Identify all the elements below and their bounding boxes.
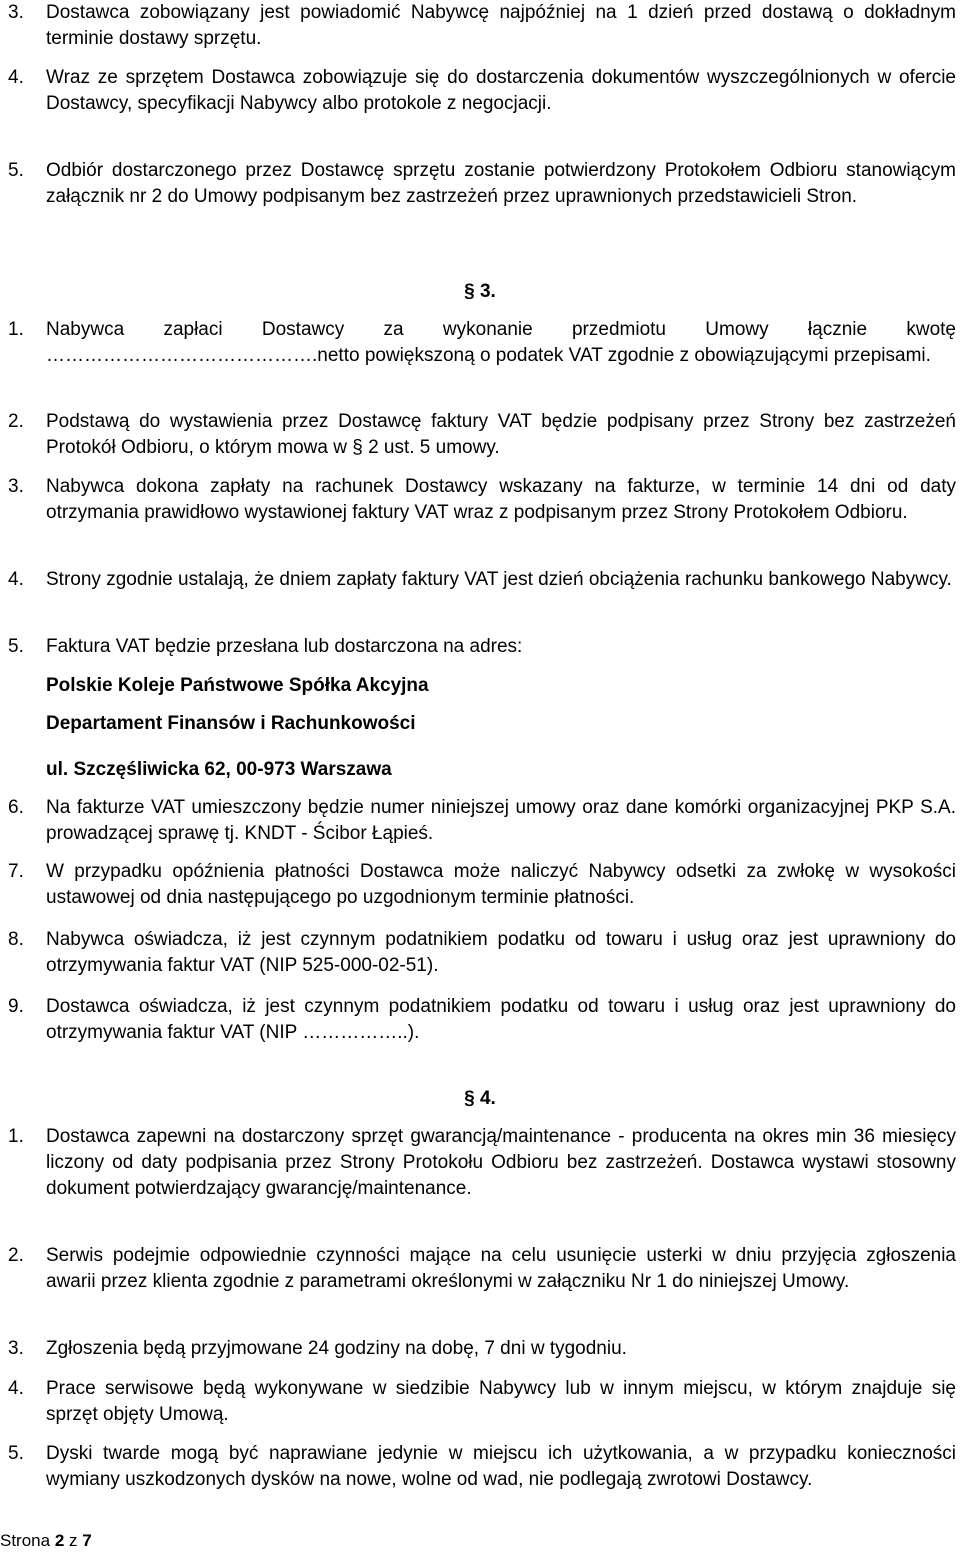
list-item — [8, 1441, 956, 1493]
item-text: W przypadku opóźnienia płatności Dostawca może naliczyć Nabywcy odsetki za zwłokę w wysokości ustawowej od dnia następującego po uzgodnionym terminie płatności. — [46, 861, 956, 908]
list-item — [8, 1376, 956, 1428]
section-heading: § 3. — [464, 281, 496, 302]
item-text: Strony zgodnie ustalają, że dniem zapłaty faktury VAT jest dzień obciążenia rachunku bankowego Nabywcy. — [46, 569, 952, 590]
item-number: 8. — [8, 929, 24, 950]
item-number: 6. — [8, 797, 24, 818]
item-text: Prace serwisowe będą wykonywane w siedzibie Nabywcy lub w innym miejscu, w którym znajduje się sprzęt objęty Umową. — [46, 1378, 956, 1425]
item-number: 7. — [8, 861, 24, 882]
list-item — [8, 994, 956, 1046]
list-item — [8, 1336, 956, 1362]
list-item — [8, 65, 956, 117]
page-footer — [0, 1530, 92, 1552]
item-number: 5. — [8, 1443, 24, 1464]
section-heading: § 4. — [464, 1088, 496, 1109]
list-item — [8, 567, 956, 593]
list-item — [8, 1124, 956, 1202]
address-line: ul. Szczęśliwicka 62, 00-973 Warszawa — [46, 759, 392, 780]
list-item — [8, 317, 956, 369]
item-text: Podstawą do wystawienia przez Dostawcę faktury VAT będzie podpisany przez Strony bez zastrzeżeń Protokół Odbioru, o którym mowa w § 2 ust. 5 umowy. — [46, 411, 956, 458]
item-text: Dyski twarde mogą być naprawiane jedynie w miejscu ich użytkowania, a w przypadku konieczności wymiany uszkodzonych dysków na nowe, wolne od wad, nie podlegają zwrotowi Dostawcy. — [46, 1443, 956, 1490]
list-item — [8, 409, 956, 461]
item-text: Nabywca zapłaci Dostawcy za wykonanie przedmiotu Umowy łącznie kwotę …………………………………….netto powiększoną o podatek VAT zgodnie z obowiązującymi przepisami. — [46, 319, 956, 366]
list-item — [8, 634, 956, 660]
item-number: 9. — [8, 996, 24, 1017]
list-item — [8, 859, 956, 911]
item-text: Wraz ze sprzętem Dostawca zobowiązuje się do dostarczenia dokumentów wyszczególnionych w ofercie Dostawcy, specyfikacji Nabywcy albo protokole z negocjacji. — [46, 67, 956, 114]
item-number: 1. — [8, 319, 24, 340]
list-item — [8, 927, 956, 979]
page-of: z — [69, 1531, 78, 1550]
item-number: 5. — [8, 160, 24, 181]
item-text: Dostawca oświadcza, iż jest czynnym podatnikiem podatku od towaru i usług oraz jest uprawniony do otrzymywania faktur VAT (NIP ……………..). — [46, 996, 956, 1043]
item-text: Odbiór dostarczonego przez Dostawcę sprzętu zostanie potwierdzony Protokołem Odbioru stanowiącym załącznik nr 2 do Umowy podpisanym bez zastrzeżeń przez uprawnionych przedstawicieli Stron. — [46, 160, 956, 207]
item-number: 2. — [8, 411, 24, 432]
item-number: 4. — [8, 1378, 24, 1399]
item-number: 4. — [8, 67, 24, 88]
address-line: Departament Finansów i Rachunkowości — [46, 713, 416, 734]
list-item — [8, 1243, 956, 1295]
item-text: Na fakturze VAT umieszczony będzie numer niniejszej umowy oraz dane komórki organizacyjnej PKP S.A. prowadzącej sprawę tj. KNDT - Ścibor Łąpieś. — [46, 797, 956, 844]
item-number: 5. — [8, 636, 24, 657]
page-total: 7 — [82, 1531, 92, 1550]
item-number: 4. — [8, 569, 24, 590]
list-item — [8, 474, 956, 526]
item-text: Nabywca dokona zapłaty na rachunek Dostawcy wskazany na fakturze, w terminie 14 dni od daty otrzymania prawidłowo wystawionej faktury VAT wraz z podpisanym przez Strony Protokołem Odbioru. — [46, 476, 956, 523]
address-line: Polskie Koleje Państwowe Spółka Akcyjna — [46, 675, 429, 696]
item-text: Dostawca zapewni na dostarczony sprzęt gwarancją/maintenance - producenta na okres min 36 miesięcy liczony od daty podpisania przez Strony Protokołu Odbioru bez zastrzeżeń. Dostawca wystawi stosowny dokument potwierdzający gwarancję/maintenance. — [46, 1126, 956, 1199]
item-number: 3. — [8, 2, 24, 23]
item-number: 3. — [8, 476, 24, 497]
list-item — [8, 0, 956, 52]
item-number: 3. — [8, 1338, 24, 1359]
page-number: 2 — [54, 1531, 65, 1550]
item-text: Nabywca oświadcza, iż jest czynnym podatnikiem podatku od towaru i usług oraz jest uprawniony do otrzymywania faktur VAT (NIP 525-000-02-51). — [46, 929, 956, 976]
item-text: Serwis podejmie odpowiednie czynności mające na celu usunięcie usterki w dniu przyjęcia zgłoszenia awarii przez klienta zgodnie z parametrami określonymi w załączniku Nr 1 do niniejszej Umowy. — [46, 1245, 956, 1292]
item-text: Zgłoszenia będą przyjmowane 24 godziny na dobę, 7 dni w tygodniu. — [46, 1338, 627, 1359]
item-number: 2. — [8, 1245, 24, 1266]
page-label: Strona — [0, 1531, 51, 1550]
item-text: Dostawca zobowiązany jest powiadomić Nabywcę najpóźniej na 1 dzień przed dostawą o dokładnym terminie dostawy sprzętu. — [46, 2, 956, 49]
item-text: Faktura VAT będzie przesłana lub dostarczona na adres: — [46, 636, 523, 657]
item-number: 1. — [8, 1126, 24, 1147]
list-item — [8, 795, 956, 847]
list-item — [8, 158, 956, 210]
